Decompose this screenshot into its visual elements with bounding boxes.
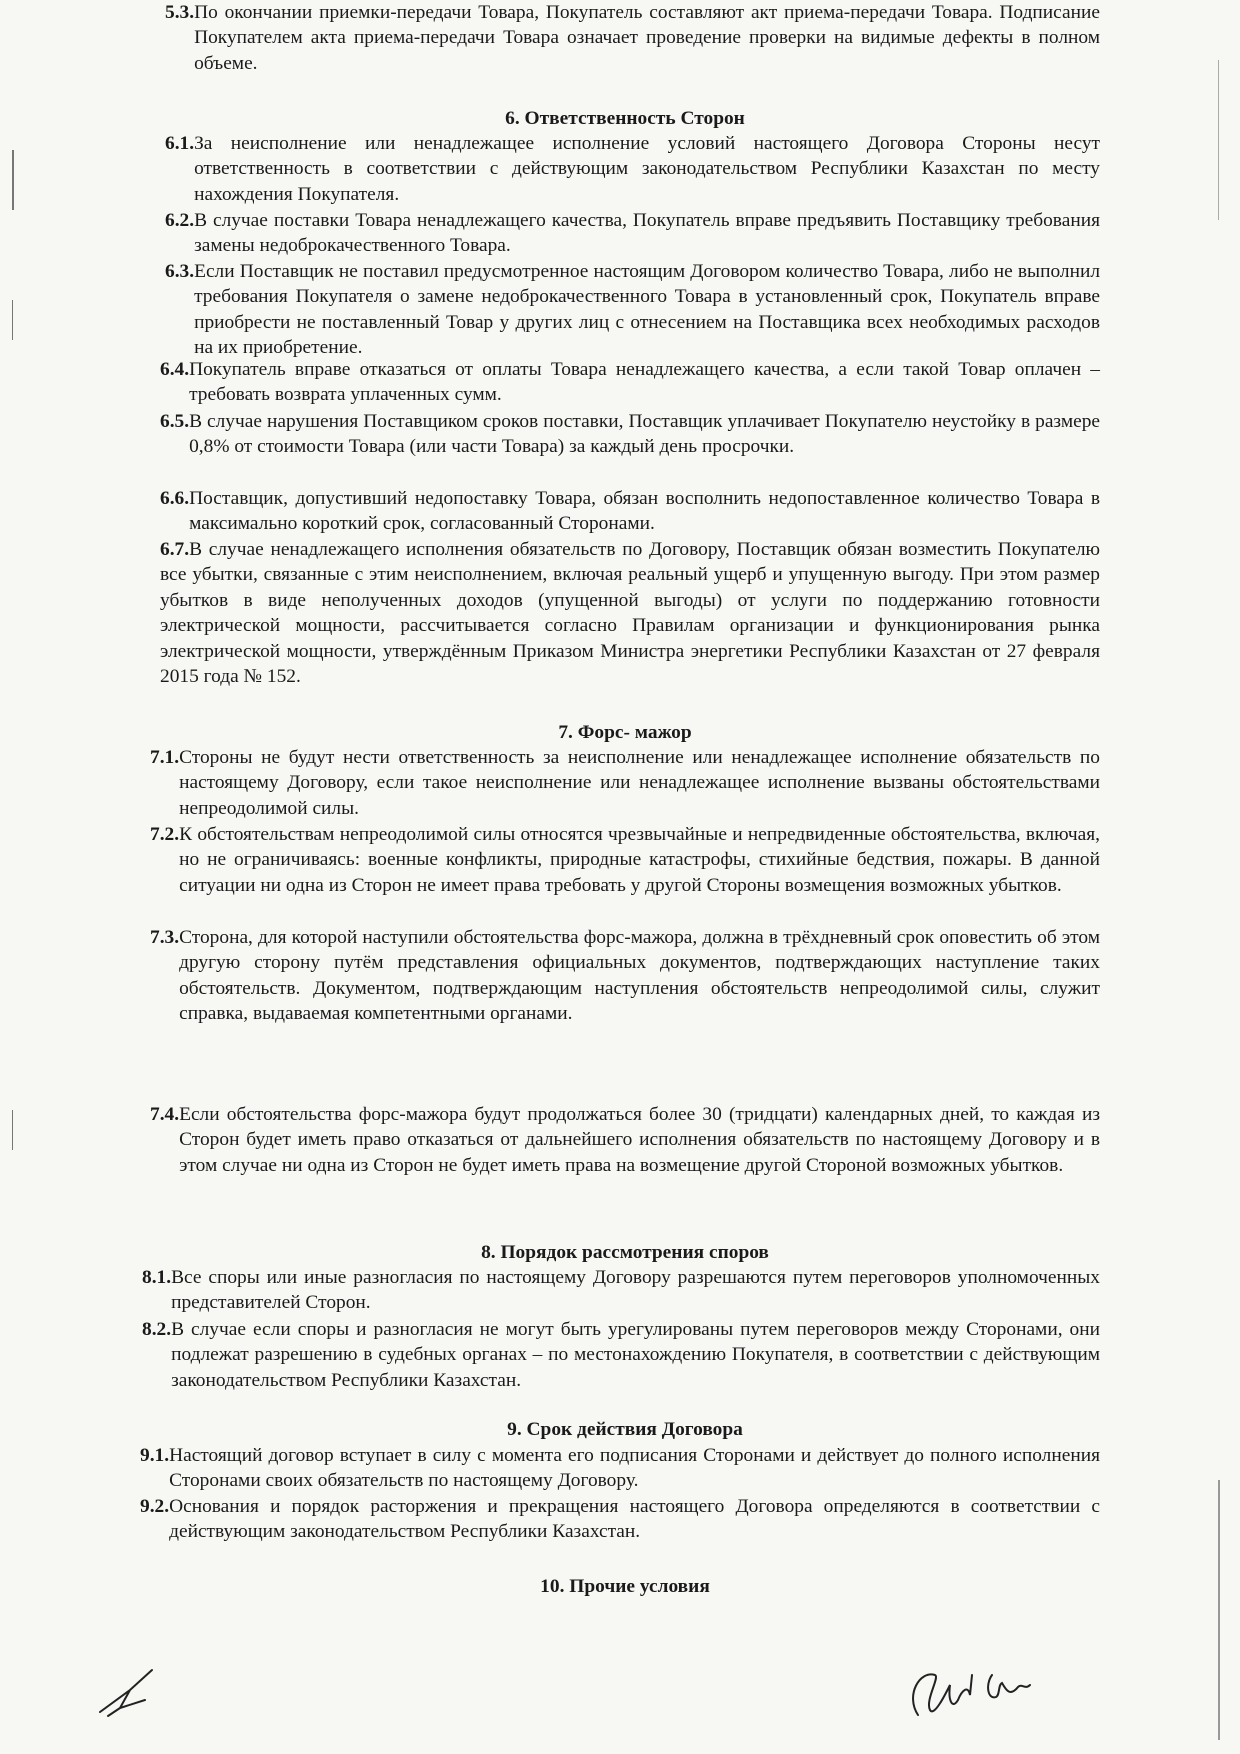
clause-number: 6.6. (160, 488, 190, 509)
clause-number: 8.2. (142, 1319, 172, 1340)
clause-text: Сторона, для которой наступили обстоятельства форс-мажора, должна в трёхдневный срок оповестить об этом другую сторону путём представления официальных документов, подтверждающих наступление таких обстоятельств. Документом, подтверждающим наступления обстоятельств непреодолимой силы, служит справка, выдаваемая компетентными органами. (179, 927, 1100, 1025)
clause-number: 9.2. (140, 1496, 170, 1517)
clause-text: Если обстоятельства форс-мажора будут продолжаться более 30 (тридцати) календарных дней, то каждая из Сторон будет иметь право отказаться от дальнейшего исполнения обязательств по настоящему Договору и в этом случае ни одна из Сторон не будет иметь права на возмещение другой Стороной возможных убытков. (179, 1104, 1100, 1176)
clause-9-2 (140, 1494, 1100, 1545)
clause-text: Все споры или иные разногласия по настоящему Договору разрешаются путем переговоров уполномоченных представителей Сторон. (171, 1267, 1100, 1314)
clause-8-1 (142, 1265, 1100, 1316)
section-heading-9: 9. Срок действия Договора (507, 1419, 743, 1440)
clause-number: 6.2. (165, 210, 195, 231)
clause-number: 8.1. (142, 1267, 172, 1288)
clause-text: За неисполнение или ненадлежащее исполнение условий настоящего Договора Стороны несут ответственность в соответствии с действующим законодательством Республики Казахстан по месту нахождения Покупателя. (194, 133, 1100, 205)
clause-text: В случае ненадлежащего исполнения обязательств по Договору, Поставщик обязан возместить Покупателю все убытки, связанные с этим неисполнением, включая реальный ущерб и упущенную выгоду. При этом размер убытков в виде неполученных доходов (упущенной выгоды) от услуги по поддержанию готовности электрической мощности, рассчитывается согласно Правилам организации и функционирования рынка электрической мощности, утверждённым Приказом Министра энергетики Республики Казахстан от 27 февраля 2015 года № 152. (160, 539, 1100, 688)
clause-number: 6.5. (160, 411, 190, 432)
clause-text: Настоящий договор вступает в силу с момента его подписания Сторонами и действует до полного исполнения Сторонами своих обязательств по настоящему Договору. (169, 1445, 1100, 1492)
left-margin-scan-mark (12, 300, 13, 340)
section-heading-6: 6. Ответственность Сторон (505, 108, 745, 129)
clause-number: 6.1. (165, 133, 195, 154)
right-margin-scan-mark (1218, 60, 1219, 220)
clause-number: 9.1. (140, 1445, 170, 1466)
clause-number: 6.7. (160, 539, 190, 560)
left-signature (90, 1660, 180, 1720)
clause-text: К обстоятельствам непреодолимой силы относятся чрезвычайные и непредвиденные обстоятельства, включая, но не ограничиваясь: военные конфликты, природные катастрофы, стихийные бедствия, пожары. В данной ситуации ни одна из Сторон не имеет права требовать у другой Стороны возмещения возможных убытков. (179, 824, 1100, 896)
right-signature (900, 1655, 1070, 1735)
clause-text: Если Поставщик не поставил предусмотренное настоящим Договором количество Товара, либо не выполнил требования Покупателя о замене недоброкачественного Товара в установленный срок, Покупатель вправе приобрести не поставленный Товар у других лиц с отнесением на Поставщика всех необходимых расходов на их приобретение. (194, 261, 1100, 359)
clause-text: В случае если споры и разногласия не могут быть урегулированы путем переговоров между Сторонами, они подлежат разрешению в судебных органах – по местонахождению Покупателя, в соответствии с действующим законодательством Республики Казахстан. (171, 1319, 1100, 1391)
section-heading-7: 7. Форс- мажор (558, 722, 692, 743)
clause-number: 7.2. (150, 824, 180, 845)
clause-6-6 (160, 486, 1100, 537)
clause-text: По окончании приемки-передачи Товара, Покупатель составляют акт приема-передачи Товара. Подписание Покупателем акта приема-передачи Товара означает проведение проверки на видимые дефекты в полном объеме. (194, 2, 1100, 74)
clause-number: 5.3. (165, 2, 195, 23)
clause-text: Основания и порядок расторжения и прекращения настоящего Договора определяются в соответствии с действующим законодательством Республики Казахстан. (169, 1496, 1100, 1543)
clause-5-3 (165, 0, 1100, 76)
clause-8-2 (142, 1317, 1100, 1393)
clause-text: В случае поставки Товара ненадлежащего качества, Покупатель вправе предъявить Поставщику требования замены недоброкачественного Товара. (194, 210, 1100, 257)
clause-7-4 (150, 1102, 1100, 1178)
clause-7-1 (150, 745, 1100, 821)
clause-7-3 (150, 925, 1100, 1027)
clause-6-3 (165, 259, 1100, 361)
section-heading-8: 8. Порядок рассмотрения споров (481, 1242, 769, 1263)
clause-text: Поставщик, допустивший недопоставку Товара, обязан восполнить недопоставленное количество Товара в максимально короткий срок, согласованный Сторонами. (189, 488, 1100, 535)
clause-number: 6.4. (160, 359, 190, 380)
clause-number: 7.4. (150, 1104, 180, 1125)
clause-9-1 (140, 1443, 1100, 1494)
clause-6-1 (165, 131, 1100, 207)
clause-number: 7.1. (150, 747, 180, 768)
clause-number: 7.3. (150, 927, 180, 948)
section-heading-10: 10. Прочие условия (540, 1576, 710, 1597)
clause-number: 6.3. (165, 261, 195, 282)
clause-6-2 (165, 208, 1100, 259)
clause-text: Покупатель вправе отказаться от оплаты Товара ненадлежащего качества, а если такой Товар оплачен – требовать возврата уплаченных сумм. (189, 359, 1100, 406)
clause-text: Стороны не будут нести ответственность за неисполнение или ненадлежащее исполнение обязательств по настоящему Договору, если такое неисполнение или ненадлежащее исполнение вызваны обстоятельствами непреодолимой силы. (179, 747, 1100, 819)
left-margin-scan-mark (12, 150, 14, 210)
clause-6-4 (160, 357, 1100, 408)
clause-6-5 (160, 409, 1100, 460)
clause-7-2 (150, 822, 1100, 898)
clause-6-7 (160, 537, 1100, 689)
right-margin-scan-mark (1218, 1480, 1220, 1740)
left-margin-scan-mark (12, 1110, 13, 1150)
clause-text: В случае нарушения Поставщиком сроков поставки, Поставщик уплачивает Покупателю неустойку в размере 0,8% от стоимости Товара (или части Товара) за каждый день просрочки. (189, 411, 1100, 458)
